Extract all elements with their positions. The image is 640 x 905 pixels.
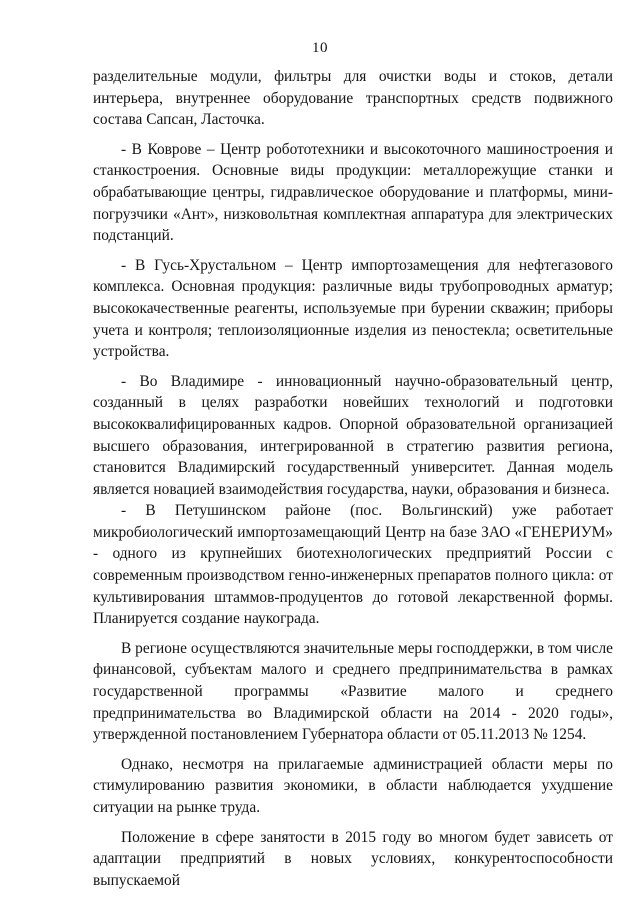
paragraph-gus-khrustalny: - В Гусь-Хрустальном – Центр импортозамещения для нефтегазового комплекса. Основная продукция: различные виды трубопроводных арматур; высококачественные реагенты, используемые при бурении скважин; приборы учета и контроля; теплоизоляционные изделия из пеностекла; осветительные устройства. xyxy=(93,256,613,361)
paragraph-employment-2015: Положение в сфере занятости в 2015 году во многом будет зависеть от адаптации предприятий в новых условиях, конкурентоспособности выпускаемой xyxy=(93,828,613,889)
paragraph-vladimir: - Во Владимире - инновационный научно-образовательный центр, созданный в целях разработки новейших технологий и подготовки высококвалифицированных кадров. Опорной образовательной организацией высшего образования, интегрированной в стратегию развития региона, становится Владимирский государственный университет. Данная модель является новацией взаимодействия государства, науки, образования и бизнеса. xyxy=(93,372,613,498)
page-number: 10 xyxy=(312,40,328,56)
paragraph-petushinsky: - В Петушинском районе (пос. Вольгинский) уже работает микробиологический импортозамещающий Центр на базе ЗАО «ГЕНЕРИУМ» - одного из крупнейших биотехнологических предприятий России с современным производством генно-инженерных препаратов полного цикла: от культивирования штаммов-продуцентов до готовой лекарственной формы. Планируется создание наукограда. xyxy=(93,502,613,628)
paragraph-state-support: В регионе осуществляются значительные меры господдержки, в том числе финансовой, субъектам малого и среднего предпринимательства в рамках государственной программы «Развитие малого и среднего предпринимательства во Владимирской области на 2014 - 2020 годы», утвержденной постановлением Губернатора области от 05.11.2013 № 1254. xyxy=(93,639,613,744)
paragraph-labor-market: Однако, несмотря на прилагаемые администрацией области меры по стимулированию развития экономики, в области наблюдается ухудшение ситуации на рынке труда. xyxy=(93,755,613,816)
paragraph-continuation: разделительные модули, фильтры для очистки воды и стоков, детали интерьера, внутреннее оборудование транспортных средств подвижного состава Сапсан, Ласточка. xyxy=(93,68,613,129)
document-body xyxy=(93,66,613,891)
paragraph-kovrov: - В Коврове – Центр робототехники и высокоточного машиностроения и станкостроения. Основные виды продукции: металлорежущие станки и обрабатывающие центры, гидравлическое оборудование и платформы, мини-погрузчики «Ант», низковольтная комплектная аппаратура для электрических подстанций. xyxy=(93,140,613,245)
